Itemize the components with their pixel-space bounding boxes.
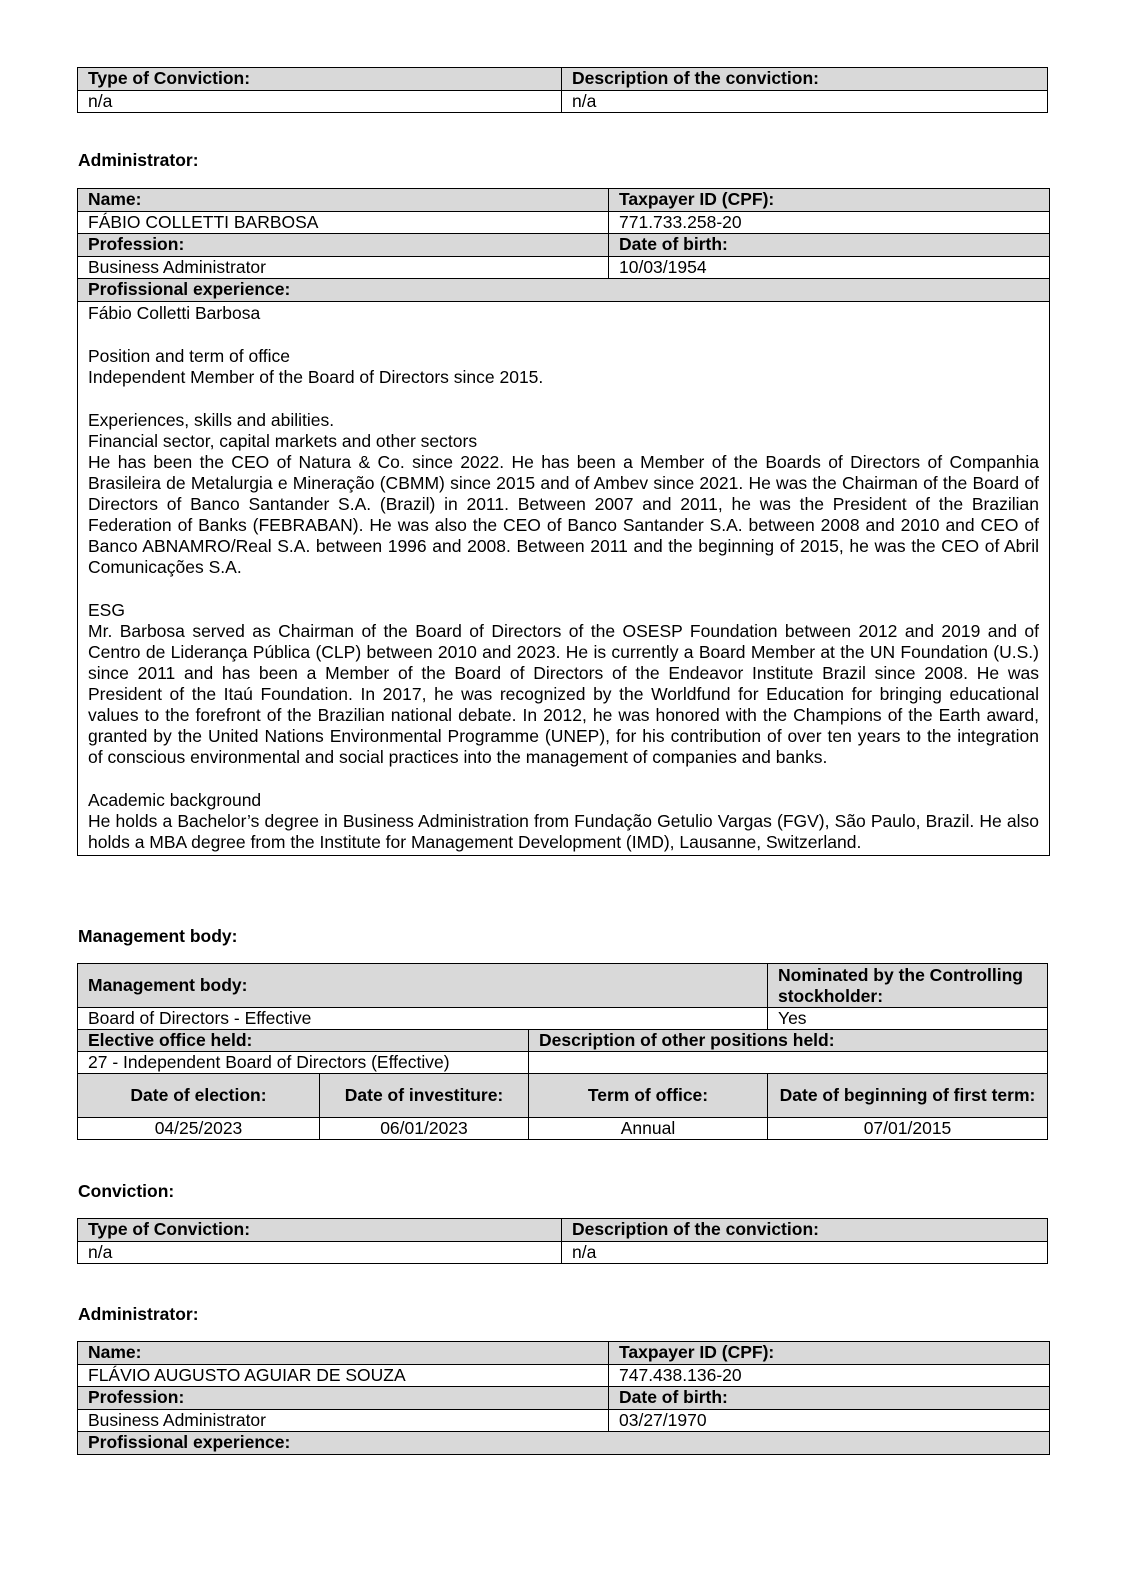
elective-office-label: Elective office held:	[78, 1030, 529, 1052]
date-of-birth-label: Date of birth:	[609, 234, 1050, 257]
date-of-investiture-label: Date of investiture:	[320, 1074, 529, 1118]
date-of-birth-value: 03/27/1970	[609, 1410, 1050, 1432]
name-label: Name:	[78, 1342, 609, 1365]
elective-office-value: 27 - Independent Board of Directors (Effective)	[78, 1052, 529, 1074]
nominated-by-controlling-label: Nominated by the Controlling stockholder:	[768, 964, 1048, 1008]
first-term-value: 07/01/2015	[768, 1118, 1048, 1140]
profession-label: Profession:	[78, 1387, 609, 1410]
administrator-table-1	[77, 188, 1050, 856]
conviction-table-1	[77, 67, 1048, 113]
conviction-table-2	[77, 1218, 1048, 1264]
academic-text: He holds a Bachelor’s degree in Business Administration from Fundação Getulio Vargas (FGV), São Paulo, Brazil. He also holds a MBA degree from the Institute for Management Development (IMD), Lausanne, Switzerland.	[88, 811, 1039, 852]
skills-subtitle: Financial sector, capital markets and other sectors	[88, 431, 478, 451]
name-value: FÁBIO COLLETTI BARBOSA	[78, 212, 609, 234]
skills-text: He has been the CEO of Natura & Co. since 2022. He has been a Member of the Boards of Directors of Companhia Brasileira de Metalurgia e Mineração (CBMM) since 2015 and of Ambev since 2021. He was the Chairman of the Board of Directors of Banco Santander S.A. (Brazil) in 2011. Between 2007 and 2011, he was the President of the Brazilian Federation of Banks (FEBRABAN). He was also the CEO of Banco Santander S.A. between 2008 and 2010 and CEO of Banco ABNAMRO/Real S.A. between 1996 and 2008. Between 2011 and the beginning of 2015, he was the CEO of Abril Comunicações S.A.	[88, 452, 1039, 577]
management-body-heading: Management body:	[78, 926, 238, 946]
management-body-table	[77, 963, 1048, 1140]
profession-value: Business Administrator	[78, 257, 609, 279]
cpf-value: 771.733.258-20	[609, 212, 1050, 234]
first-term-label: Date of beginning of first term:	[768, 1074, 1048, 1118]
type-of-conviction-value: n/a	[78, 1242, 562, 1264]
skills-title: Experiences, skills and abilities.	[88, 410, 335, 430]
management-body-value: Board of Directors - Effective	[78, 1008, 768, 1030]
profession-label: Profession:	[78, 234, 609, 257]
other-positions-value	[529, 1052, 1048, 1074]
esg-text: Mr. Barbosa served as Chairman of the Board of Directors of the OSESP Foundation between 2012 and 2019 and of Centro de Liderança Pública (CLP) between 2010 and 2023. He is currently a Board Member at the UN Foundation (U.S.) since 2011 and has been a Member of the Board of Directors of the Endeavor Institute Brazil since 2008. He was President of the Itaú Foundation. In 2017, he was recognized by the Worldfund for Education for bringing educational values to the forefront of the Brazilian national debate. In 2012, he was honored with the Champions of the Earth award, granted by the United Nations Environmental Programme (UNEP), for his contribution of over ten years to the integration of conscious environmental and social practices into the management of companies and banks.	[88, 621, 1039, 767]
date-of-investiture-value: 06/01/2023	[320, 1118, 529, 1140]
term-of-office-value: Annual	[529, 1118, 768, 1140]
cpf-label: Taxpayer ID (CPF):	[609, 1342, 1050, 1365]
type-of-conviction-header: Type of Conviction:	[78, 1219, 562, 1242]
date-of-birth-label: Date of birth:	[609, 1387, 1050, 1410]
term-of-office-label: Term of office:	[529, 1074, 768, 1118]
administrator-heading-2: Administrator:	[78, 1304, 199, 1324]
position-text: Independent Member of the Board of Directors since 2015.	[88, 367, 544, 387]
academic-title: Academic background	[88, 790, 262, 810]
cpf-label: Taxpayer ID (CPF):	[609, 189, 1050, 212]
date-of-election-label: Date of election:	[78, 1074, 320, 1118]
date-of-election-value: 04/25/2023	[78, 1118, 320, 1140]
name-label: Name:	[78, 189, 609, 212]
description-of-conviction-header: Description of the conviction:	[562, 1219, 1048, 1242]
professional-experience-label: Profissional experience:	[78, 279, 1050, 302]
position-title: Position and term of office	[88, 346, 291, 366]
experience-name-line: Fábio Colletti Barbosa	[88, 303, 261, 323]
administrator-table-2	[77, 1341, 1050, 1455]
nominated-value: Yes	[768, 1008, 1048, 1030]
description-of-conviction-header: Description of the conviction:	[562, 68, 1048, 91]
type-of-conviction-value: n/a	[78, 91, 562, 113]
cpf-value: 747.438.136-20	[609, 1365, 1050, 1387]
date-of-birth-value: 10/03/1954	[609, 257, 1050, 279]
professional-experience-body	[78, 302, 1050, 856]
description-of-conviction-value: n/a	[562, 91, 1048, 113]
profession-value: Business Administrator	[78, 1410, 609, 1432]
esg-title: ESG	[88, 600, 125, 620]
description-of-conviction-value: n/a	[562, 1242, 1048, 1264]
professional-experience-label: Profissional experience:	[78, 1432, 1050, 1455]
name-value: FLÁVIO AUGUSTO AGUIAR DE SOUZA	[78, 1365, 609, 1387]
administrator-heading-1: Administrator:	[78, 150, 199, 170]
conviction-heading: Conviction:	[78, 1181, 175, 1201]
other-positions-label: Description of other positions held:	[529, 1030, 1048, 1052]
management-body-label: Management body:	[78, 964, 768, 1008]
type-of-conviction-header: Type of Conviction:	[78, 68, 562, 91]
